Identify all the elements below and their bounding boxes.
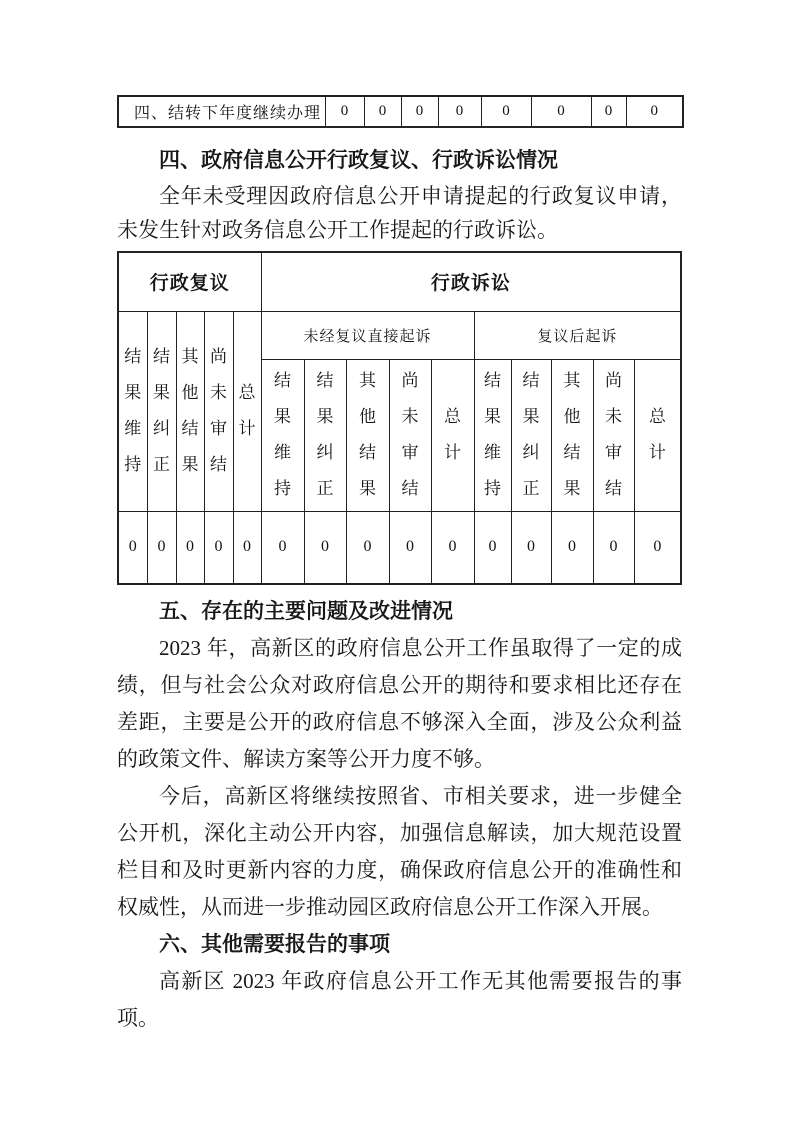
section4-paragraph: 全年未受理因政府信息公开申请提起的行政复议申请，未发生针对政务信息公开工作提起的行政诉讼。 bbox=[117, 184, 682, 242]
outcome-column-label: 结果维持 bbox=[484, 371, 502, 498]
value-cell: 0 bbox=[147, 511, 176, 584]
section4-heading: 四、政府信息公开行政复议、行政诉讼情况 bbox=[159, 149, 558, 172]
carryover-value-cell: 0 bbox=[364, 96, 401, 127]
outcome-column-label: 总计 bbox=[444, 407, 462, 462]
post-review-suit-subheader: 复议后起诉 bbox=[474, 311, 681, 359]
outcome-column-header bbox=[593, 359, 634, 511]
carryover-value-cell: 0 bbox=[531, 96, 591, 127]
carryover-value-cell: 0 bbox=[626, 96, 683, 127]
carryover-value-cell: 0 bbox=[481, 96, 531, 127]
outcome-column-label: 结果维持 bbox=[124, 347, 142, 474]
outcome-column-header bbox=[511, 359, 551, 511]
outcome-column-label: 结果纠正 bbox=[152, 347, 170, 474]
value-cell: 0 bbox=[304, 511, 346, 584]
value-cell: 0 bbox=[261, 511, 304, 584]
outcome-column-label: 尚未审结 bbox=[605, 371, 623, 498]
section6-paragraph: 高新区 2023 年政府信息公开工作无其他需要报告的事项。 bbox=[117, 969, 682, 1030]
outcome-column-header bbox=[204, 311, 233, 511]
carryover-value-cell: 0 bbox=[591, 96, 626, 127]
outcome-column-label: 其他结果 bbox=[359, 371, 377, 498]
outcome-column-header bbox=[431, 359, 474, 511]
lawsuit-group-header: 行政诉讼 bbox=[261, 252, 681, 311]
outcome-column-header bbox=[551, 359, 593, 511]
value-cell: 0 bbox=[118, 511, 147, 584]
value-cell: 0 bbox=[551, 511, 593, 584]
outcome-column-header bbox=[147, 311, 176, 511]
outcome-column-header bbox=[474, 359, 511, 511]
carryover-value-cell: 0 bbox=[325, 96, 364, 127]
outcome-column-header bbox=[261, 359, 304, 511]
table-group-header-row bbox=[118, 252, 681, 311]
value-cell: 0 bbox=[346, 511, 389, 584]
outcome-column-header bbox=[118, 311, 147, 511]
outcome-column-label: 总计 bbox=[238, 383, 256, 438]
carryover-row-label: 四、结转下年度继续办理 bbox=[118, 96, 325, 127]
value-cell: 0 bbox=[511, 511, 551, 584]
table-subheader-row bbox=[118, 311, 681, 359]
carryover-value-cell: 0 bbox=[401, 96, 438, 127]
outcome-column-label: 尚未审结 bbox=[401, 371, 419, 498]
section5-paragraph-1: 2023 年，高新区的政府信息公开工作虽取得了一定的成绩，但与社会公众对政府信息公开的期待和要求相比还存在差距，主要是公开的政府信息不够深入全面，涉及公众利益的政策文件、解读方案等公开力度不够。 bbox=[117, 636, 682, 771]
document-content bbox=[117, 95, 682, 1037]
outcome-column-header bbox=[176, 311, 204, 511]
value-cell: 0 bbox=[634, 511, 681, 584]
outcome-column-header bbox=[346, 359, 389, 511]
outcome-column-label: 尚未审结 bbox=[209, 347, 227, 474]
outcome-column-label: 结果纠正 bbox=[522, 371, 540, 498]
carryover-row bbox=[118, 96, 683, 127]
carryover-table bbox=[117, 95, 684, 128]
outcome-column-header bbox=[634, 359, 681, 511]
section5-paragraph-2: 今后，高新区将继续按照省、市相关要求，进一步健全公开机，深化主动公开内容，加强信息解读，加大规范设置栏目和及时更新内容的力度，确保政府信息公开的准确性和权威性，从而进一步推动园区政府信息公开工作深入开展。 bbox=[117, 784, 682, 919]
review-group-header: 行政复议 bbox=[118, 252, 261, 311]
direct-suit-subheader: 未经复议直接起诉 bbox=[261, 311, 474, 359]
value-cell: 0 bbox=[389, 511, 431, 584]
section5-heading: 五、存在的主要问题及改进情况 bbox=[159, 600, 453, 623]
table-value-row bbox=[118, 511, 681, 584]
value-cell: 0 bbox=[431, 511, 474, 584]
value-cell: 0 bbox=[176, 511, 204, 584]
outcome-column-header bbox=[233, 311, 261, 511]
outcome-column-label: 其他结果 bbox=[563, 371, 581, 498]
value-cell: 0 bbox=[204, 511, 233, 584]
value-cell: 0 bbox=[593, 511, 634, 584]
value-cell: 0 bbox=[474, 511, 511, 584]
section6-heading: 六、其他需要报告的事项 bbox=[159, 933, 390, 956]
outcome-column-header bbox=[389, 359, 431, 511]
outcome-column-header bbox=[304, 359, 346, 511]
outcome-column-label: 其他结果 bbox=[181, 347, 199, 474]
litigation-table bbox=[117, 251, 682, 585]
value-cell: 0 bbox=[233, 511, 261, 584]
carryover-value-cell: 0 bbox=[438, 96, 481, 127]
outcome-column-label: 结果维持 bbox=[274, 371, 292, 498]
outcome-column-label: 总计 bbox=[648, 407, 666, 462]
outcome-column-label: 结果纠正 bbox=[316, 371, 334, 498]
